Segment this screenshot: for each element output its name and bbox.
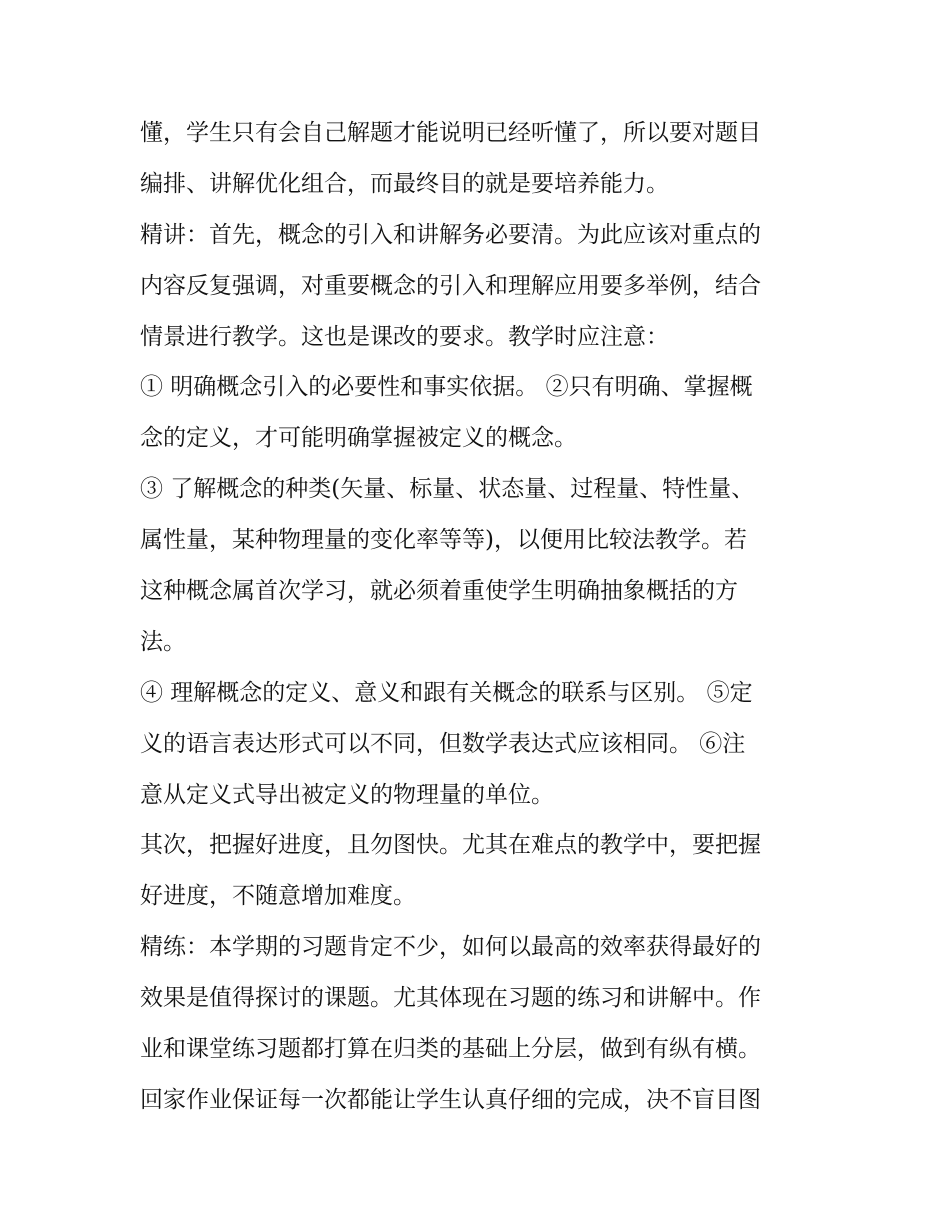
text-line: 懂，学生只有会自己解题才能说明已经听懂了，所以要对题目 bbox=[140, 120, 761, 146]
text-line: ③ 了解概念的种类(矢量、标量、状态量、过程量、特性量、 bbox=[140, 476, 755, 503]
text-line: 意从定义式导出被定义的物理量的单位。 bbox=[140, 781, 554, 808]
text-line: 精练：本学期的习题肯定不少，如何以最高的效率获得最好的 bbox=[140, 934, 761, 961]
text-line: 业和课堂练习题都打算在归类的基础上分层，做到有纵有横。 bbox=[140, 1036, 761, 1063]
text-line: 回家作业保证每一次都能让学生认真仔细的完成，决不盲目图 bbox=[140, 1086, 761, 1113]
body-text bbox=[140, 108, 820, 1126]
text-line: 效果是值得探讨的课题。尤其体现在习题的练习和讲解中。作 bbox=[140, 985, 761, 1012]
text-line: 编排、讲解优化组合，而最终目的就是要培养能力。 bbox=[140, 170, 669, 197]
text-line: 法。 bbox=[140, 628, 186, 655]
text-line: ① 明确概念引入的必要性和事实依据。 ②只有明确、掌握概 bbox=[140, 374, 753, 401]
text-line: 精讲：首先，概念的引入和讲解务必要清。为此应该对重点的 bbox=[140, 221, 761, 248]
text-line: 这种概念属首次学习，就必须着重使学生明确抽象概括的方 bbox=[140, 578, 738, 605]
text-line: 念的定义，才可能明确掌握被定义的概念。 bbox=[140, 425, 577, 452]
text-line: 义的语言表达形式可以不同，但数学表达式应该相同。 ⑥注 bbox=[140, 730, 746, 757]
text-line: 内容反复强调，对重要概念的引入和理解应用要多举例，结合 bbox=[140, 272, 761, 299]
text-line: 属性量，某种物理量的变化率等等)，以便用比较法教学。若 bbox=[140, 527, 747, 554]
text-line: ④ 理解概念的定义、意义和跟有关概念的联系与区别。 ⑤定 bbox=[140, 679, 753, 706]
text-line: 情景进行教学。这也是课改的要求。教学时应注意： bbox=[140, 323, 669, 350]
text-line: 其次，把握好进度，且勿图快。尤其在难点的教学中，要把握 bbox=[140, 832, 761, 859]
text-line: 好进度，不随意增加难度。 bbox=[140, 883, 416, 910]
